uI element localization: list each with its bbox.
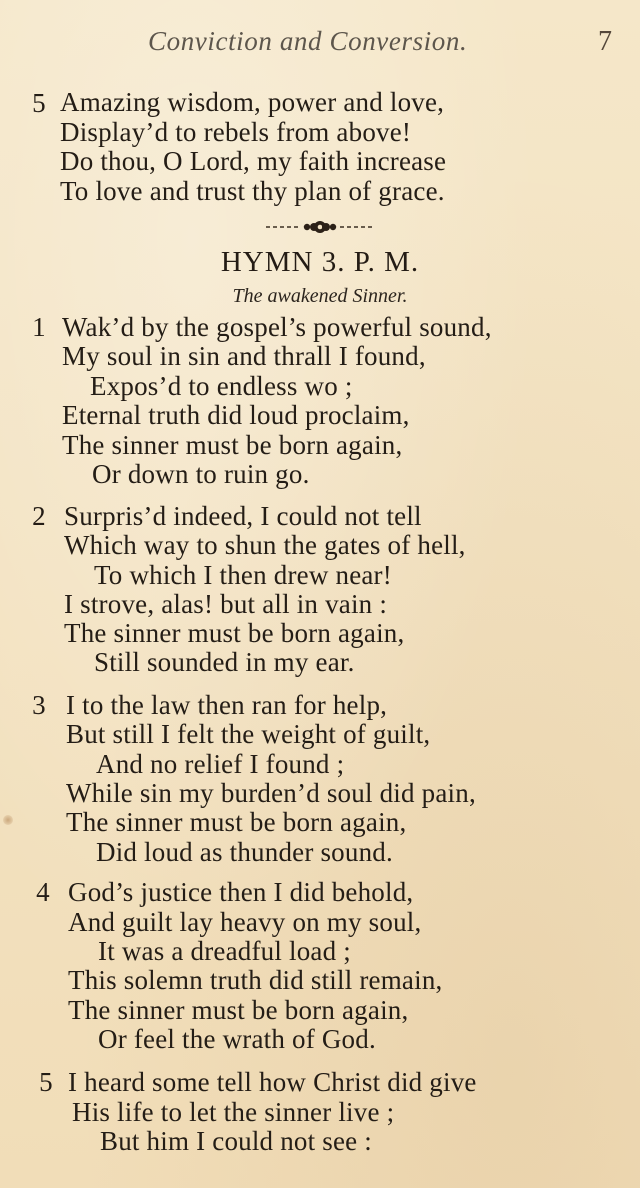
verse-line: But still I felt the weight of guilt, [66, 719, 431, 749]
stanza-number: 2 [32, 501, 46, 531]
verse-line: To love and trust thy plan of grace. [60, 176, 445, 206]
verse-line: Still sounded in my ear. [94, 647, 355, 677]
verse-line: Which way to shun the gates of hell, [64, 530, 466, 560]
verse-line: It was a dreadful load ; [98, 936, 351, 966]
paper-speck [3, 815, 13, 825]
stanza-number: 1 [32, 312, 46, 342]
verse-line: Surpris’d indeed, I could not tell [64, 501, 422, 531]
verse-line: Or down to ruin go. [92, 459, 310, 489]
verse-line: And no relief I found ; [96, 749, 345, 779]
page-number: 7 [598, 26, 612, 57]
stanza-number: 5 [39, 1067, 53, 1097]
verse-line: While sin my burden’d soul did pain, [66, 778, 476, 808]
verse-line: Eternal truth did loud proclaim, [62, 400, 410, 430]
hymn-title: HYMN 3. P. M. [220, 246, 420, 278]
verse-line: To which I then drew near! [94, 560, 392, 590]
running-title: Conviction and Conversion. [148, 26, 468, 56]
verse-line: This solemn truth did still remain, [68, 965, 443, 995]
verse-line: The sinner must be born again, [68, 995, 409, 1025]
verse-line: Display’d to rebels from above! [60, 117, 412, 147]
verse-line: Did loud as thunder sound. [96, 837, 393, 867]
verse-line: The sinner must be born again, [64, 618, 405, 648]
verse-line: But him I could not see : [100, 1126, 372, 1156]
stanza-number: 5 [32, 88, 46, 118]
verse-line: God’s justice then I did behold, [68, 877, 414, 907]
verse-line: Wak’d by the gospel’s powerful sound, [62, 312, 492, 342]
verse-line: His life to let the sinner live ; [72, 1097, 395, 1127]
hymn-subtitle: The awakened Sinner. [232, 285, 408, 307]
ornament-divider [260, 218, 380, 236]
stanza-number: 3 [32, 690, 46, 720]
verse-line: I heard some tell how Christ did give [68, 1067, 477, 1097]
verse-line: And guilt lay heavy on my soul, [68, 907, 422, 937]
verse-line: My soul in sin and thrall I found, [62, 341, 426, 371]
verse-line: The sinner must be born again, [62, 430, 403, 460]
verse-line: I to the law then ran for help, [66, 690, 388, 720]
stanza-number: 4 [36, 877, 50, 907]
verse-line: Amazing wisdom, power and love, [60, 87, 445, 117]
verse-line: Expos’d to endless wo ; [90, 371, 353, 401]
verse-line: The sinner must be born again, [66, 807, 407, 837]
page-header [0, 26, 640, 66]
verse-line: Or feel the wrath of God. [98, 1024, 376, 1054]
verse-line: I strove, alas! but all in vain : [64, 589, 388, 619]
verse-line: Do thou, O Lord, my faith increase [60, 146, 447, 176]
